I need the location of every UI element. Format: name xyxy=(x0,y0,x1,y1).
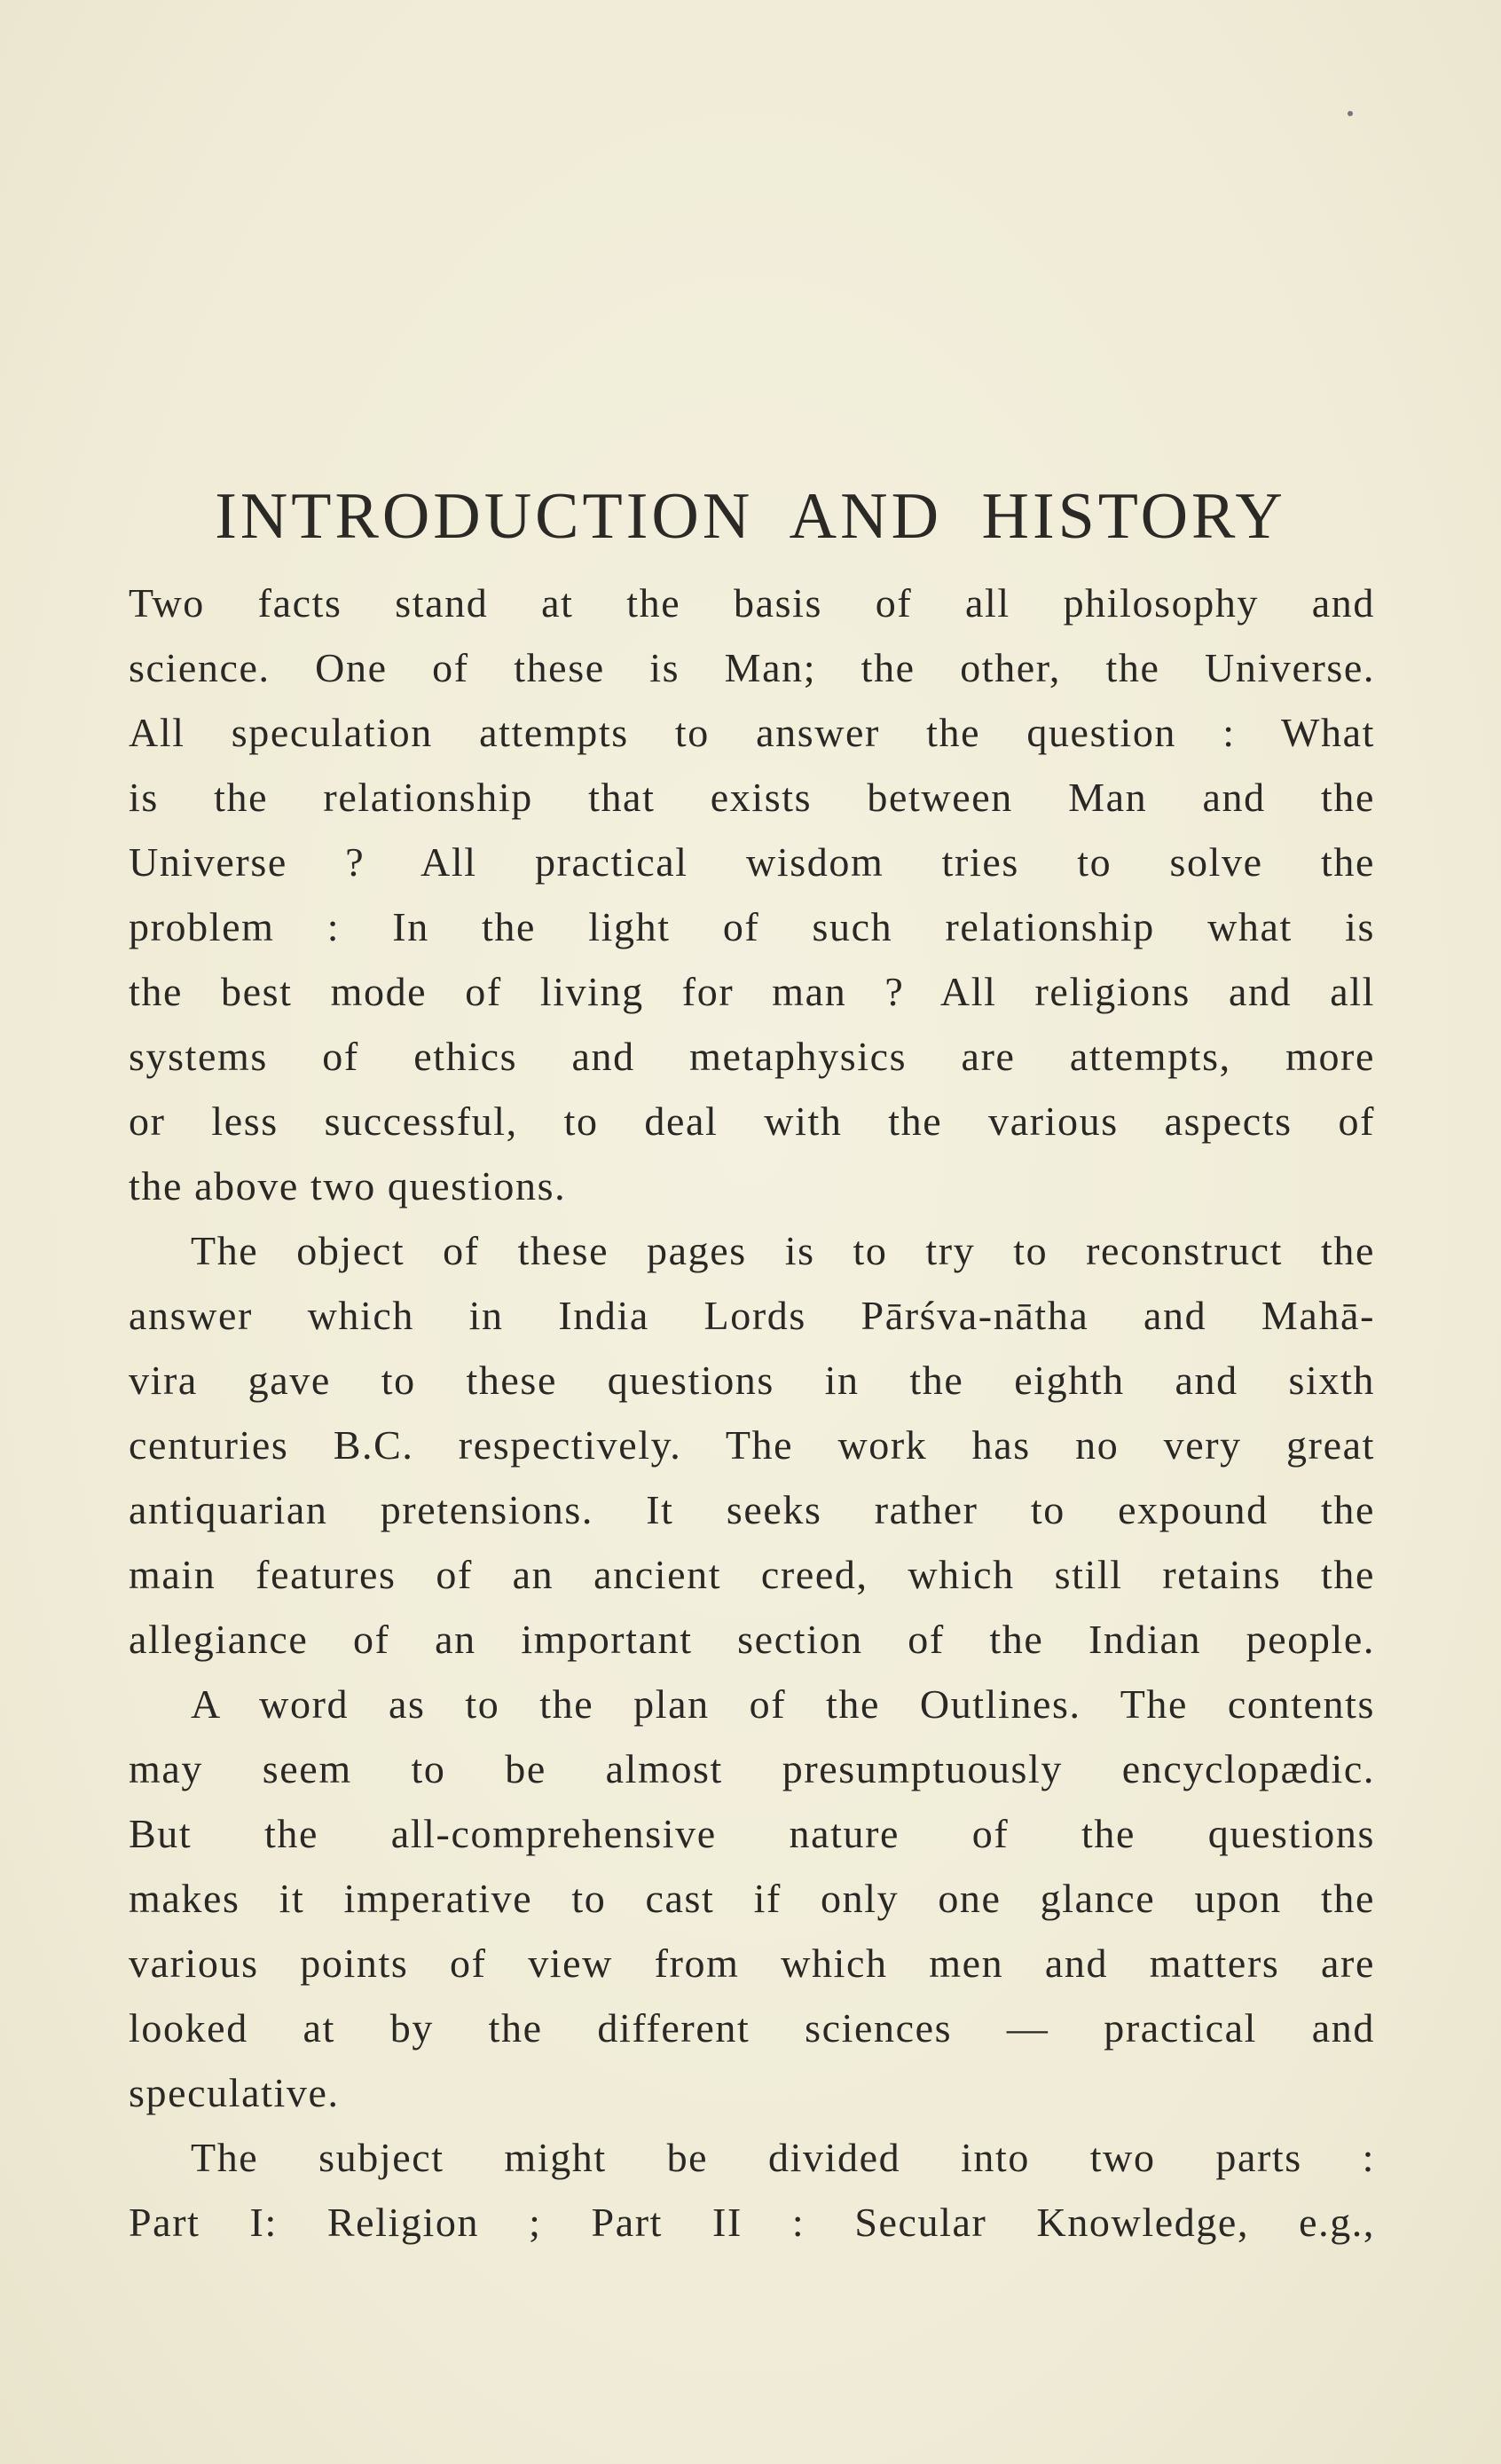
text-line: or less successful, to deal with the various aspects of xyxy=(129,1098,1375,1144)
text-line: the best mode of living for man ? All religions and all xyxy=(129,969,1375,1014)
paper-speck xyxy=(1348,111,1353,116)
text-line: is the relationship that exists between Man and the xyxy=(129,775,1375,820)
text-line: vira gave to these questions in the eighth and sixth xyxy=(129,1358,1375,1403)
text-line: All speculation attempts to answer the question : What xyxy=(129,710,1375,755)
text-line: systems of ethics and metaphysics are attempts, more xyxy=(129,1034,1375,1079)
text-line: various points of view from which men and matters are xyxy=(129,1940,1375,1986)
text-line: The object of these pages is to try to reconstruct the xyxy=(191,1228,1375,1273)
text-line: antiquarian pretensions. It seeks rather to expound the xyxy=(129,1487,1375,1532)
text-line: may seem to be almost presumptuously encyclopædic. xyxy=(129,1746,1375,1791)
text-line: answer which in India Lords Pārśva-nātha and Mahā- xyxy=(129,1293,1375,1338)
text-line: science. One of these is Man; the other, the Universe. xyxy=(129,645,1375,690)
text-line: centuries B.C. respectively. The work has no very great xyxy=(129,1422,1375,1468)
text-line: But the all-comprehensive nature of the questions xyxy=(129,1811,1375,1856)
text-line: problem : In the light of such relationship what is xyxy=(129,904,1375,949)
text-line: A word as to the plan of the Outlines. The contents xyxy=(191,1681,1375,1727)
text-line: The subject might be divided into two parts : xyxy=(191,2135,1375,2180)
text-line: allegiance of an important section of the Indian people. xyxy=(129,1617,1375,1662)
text-line: speculative. xyxy=(129,2070,340,2115)
text-line: makes it imperative to cast if only one glance upon the xyxy=(129,1876,1375,1921)
text-line: Two facts stand at the basis of all philosophy and xyxy=(129,580,1375,626)
text-line: looked at by the different sciences — practical and xyxy=(129,2005,1375,2051)
text-line: Part I: Religion ; Part II : Secular Knowledge, e.g., xyxy=(129,2200,1375,2245)
text-line: Universe ? All practical wisdom tries to solve the xyxy=(129,839,1375,885)
text-line: the above two questions. xyxy=(129,1163,567,1208)
text-line: main features of an ancient creed, which still retains the xyxy=(129,1552,1375,1597)
chapter-title: INTRODUCTION AND HISTORY xyxy=(215,479,1286,553)
